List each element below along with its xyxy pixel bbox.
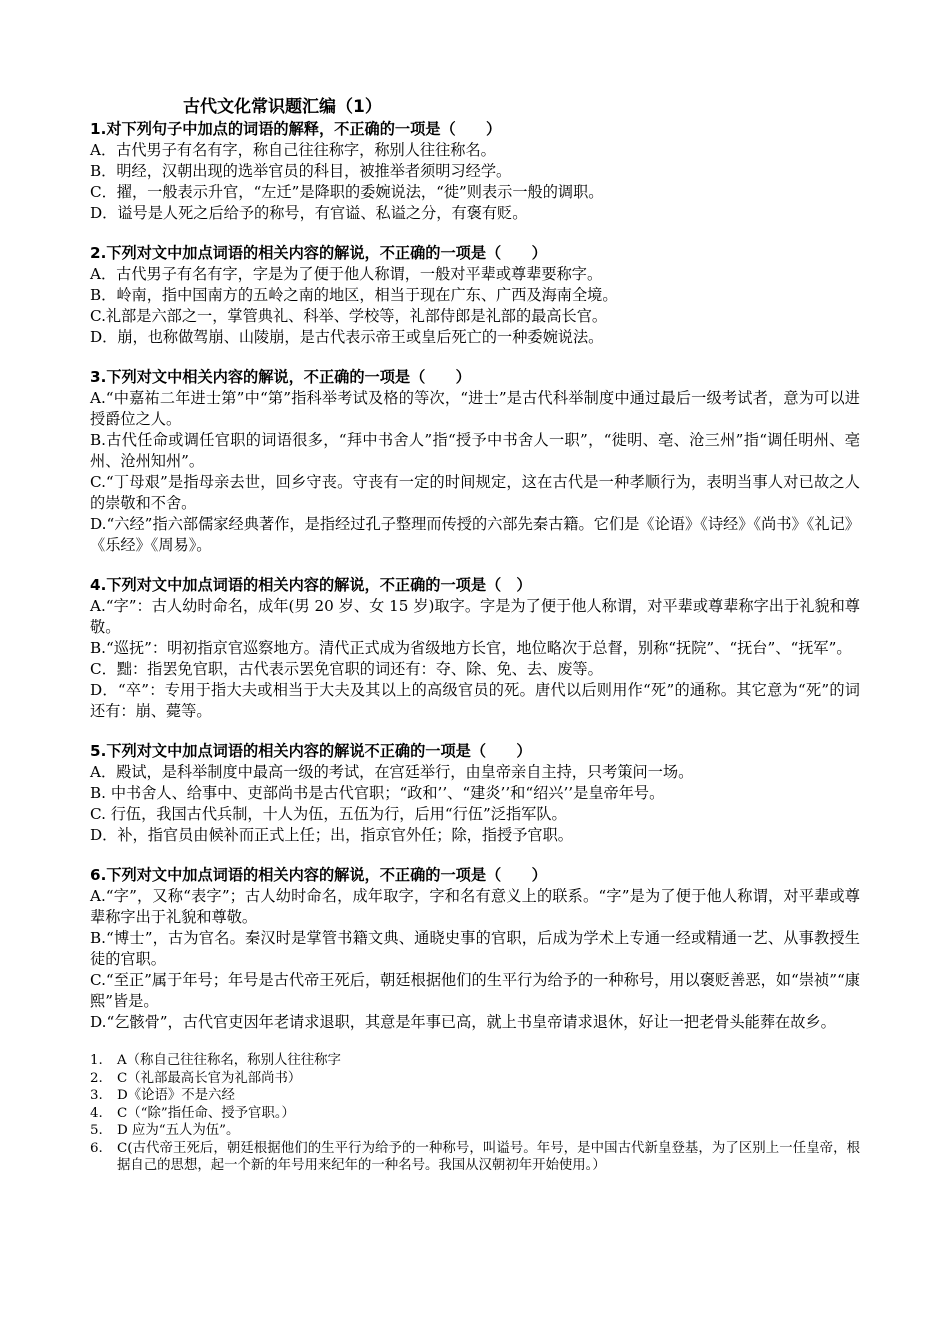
question-4 — [90, 575, 860, 722]
question-stem: 5.下列对文中加点词语的相关内容的解说不正确的一项是（ ） — [90, 742, 532, 760]
answer-item — [90, 1122, 860, 1140]
question-6 — [90, 865, 860, 1033]
option-a: A．殿试，是科举制度中最高一级的考试，在宫廷举行，由皇帝亲自主持，只考策问一场。 — [90, 763, 694, 781]
answer-item — [90, 1070, 860, 1088]
option-b: B.“巡抚”：明初指京官巡察地方。清代正式成为省级地方长官，地位略次于总督，别称“抚院”、“抚台”、“抚军”。 — [90, 639, 852, 657]
option-b: B. 中书舍人、给事中、吏部尚书是古代官职；“政和’’、“建炎’’和“绍兴’’是皇帝年号。 — [90, 784, 665, 802]
question-stem: 4.下列对文中加点词语的相关内容的解说，不正确的一项是（ ） — [90, 576, 532, 594]
answer-number: 3. — [90, 1088, 103, 1103]
option-a: A．古代男子有名有字，字是为了便于他人称谓，一般对平辈或尊辈要称字。 — [90, 265, 603, 283]
question-stem: 6.下列对文中加点词语的相关内容的解说，不正确的一项是（ ） — [90, 866, 547, 884]
option-c: C.“丁母艰”是指母亲去世，回乡守丧。守丧有一定的时间规定，这在古代是一种孝顺行为，表明当事人对已故之人的崇敬和不舍。 — [90, 473, 860, 512]
answer-number: 5. — [90, 1123, 103, 1138]
option-b: B．岭南，指中国南方的五岭之南的地区，相当于现在广东、广西及海南全境。 — [90, 286, 618, 304]
answer-item — [90, 1052, 860, 1070]
answer-text: C（礼部最高长官为礼部尚书） — [117, 1070, 302, 1086]
answer-text: D《论语》不是六经 — [117, 1088, 235, 1103]
answer-number: 4. — [90, 1105, 103, 1121]
question-2 — [90, 243, 860, 348]
option-d: D．谥号是人死之后给予的称号，有官谥、私谥之分，有褒有贬。 — [90, 204, 528, 222]
option-a: A．古代男子有名有字，称自己往往称字，称别人往往称名。 — [90, 141, 496, 159]
option-c: C．擢，一般表示升官，“左迁”是降职的委婉说法，“徙”则表示一般的调职。 — [90, 183, 604, 201]
option-d: D.“乞骸骨”，古代官吏因年老请求退职，其意是年事已高，就上书皇帝请求退休，好让一把老骨头能葬在故乡。 — [90, 1013, 836, 1031]
question-stem: 2.下列对文中加点词语的相关内容的解说，不正确的一项是（ ） — [90, 244, 547, 262]
option-b: B.“博士”，古为官名。秦汉时是掌管书籍文典、通晓史事的官职，后成为学术上专通一经或精通一艺、从事教授生徒的官职。 — [90, 929, 860, 968]
option-d: D．崩，也称做驾崩、山陵崩，是古代表示帝王或皇后死亡的一种委婉说法。 — [90, 328, 604, 346]
answer-text: D 应为“五人为伍”。 — [117, 1123, 240, 1138]
answer-number: 1. — [90, 1053, 103, 1068]
option-b: B．明经，汉朝出现的选举官员的科目，被推举者须明习经学。 — [90, 162, 512, 180]
document-title: 古代文化常识题汇编（1） — [183, 97, 382, 117]
option-c: C．黜：指罢免官职，古代表示罢免官职的词还有：夺、除、免、去、废等。 — [90, 660, 603, 678]
option-c: C. 行伍，我国古代兵制，十人为伍，五伍为行，后用“行伍”泛指军队。 — [90, 805, 567, 823]
question-3 — [90, 367, 860, 556]
question-1 — [90, 119, 860, 224]
option-c: C.“至正”属于年号；年号是古代帝王死后，朝廷根据他们的生平行为给予的一种称号，用以褒贬善恶，如“崇祯”“康熙”皆是。 — [90, 971, 860, 1010]
option-b: B.古代任命或调任官职的词语很多，“拜中书舍人”指“授予中书舍人一职”，“徙明、亳、沧三州”指“调任明州、亳州、沧州知州”。 — [90, 431, 860, 470]
question-5 — [90, 741, 860, 846]
option-a: A.“中嘉祐二年进士第”中“第”指科举考试及格的等次，“进士”是古代科举制度中通过最后一级考试者，意为可以进授爵位之人。 — [90, 389, 860, 428]
answer-item — [90, 1105, 860, 1123]
option-d: D.“六经”指六部儒家经典著作，是指经过孔子整理而传授的六部先秦古籍。它们是《论语》《诗经》《尚书》《礼记》《乐经》《周易》。 — [90, 515, 860, 554]
answer-text: A（称自己往往称名，称别人往往称字 — [117, 1053, 341, 1068]
answer-number: 2. — [90, 1070, 103, 1086]
option-a: A.“字”：古人幼时命名，成年(男 20 岁、女 15 岁)取字。字是为了便于他人称谓，对平辈或尊辈称字出于礼貌和尊敬。 — [90, 597, 860, 636]
question-stem: 1.对下列句子中加点的词语的解释，不正确的一项是（ ） — [90, 120, 502, 138]
answer-number: 6. — [90, 1140, 103, 1156]
document-page — [90, 96, 860, 1175]
answer-text: C（“除”指任命、授予官职。） — [117, 1105, 295, 1121]
option-c: C.礼部是六部之一，掌管典礼、科举、学校等，礼部侍郎是礼部的最高长官。 — [90, 307, 608, 325]
option-d: D．补，指官员由候补而正式上任；出，指京官外任；除，指授予官职。 — [90, 826, 573, 844]
answer-key — [90, 1052, 860, 1175]
answer-item — [90, 1087, 860, 1105]
answer-text: C(古代帝王死后，朝廷根据他们的生平行为给予的一种称号，叫谥号。年号，是中国古代新皇登基，为了区别上一任皇帝，根据自己的思想，起一个新的年号用来纪年的一种名号。我国从汉朝初年开始使用。） — [117, 1140, 860, 1173]
option-a: A.“字”，又称“表字”；古人幼时命名，成年取字，字和名有意义上的联系。“字”是为了便于他人称谓，对平辈或尊辈称字出于礼貌和尊敬。 — [90, 887, 860, 926]
option-d: D．“卒”：专用于指大夫或相当于大夫及其以上的高级官员的死。唐代以后则用作“死”的通称。其它意为“死”的词还有：崩、薨等。 — [90, 681, 860, 720]
answer-item — [90, 1140, 860, 1175]
question-stem: 3.下列对文中相关内容的解说，不正确的一项是（ ） — [90, 368, 471, 386]
